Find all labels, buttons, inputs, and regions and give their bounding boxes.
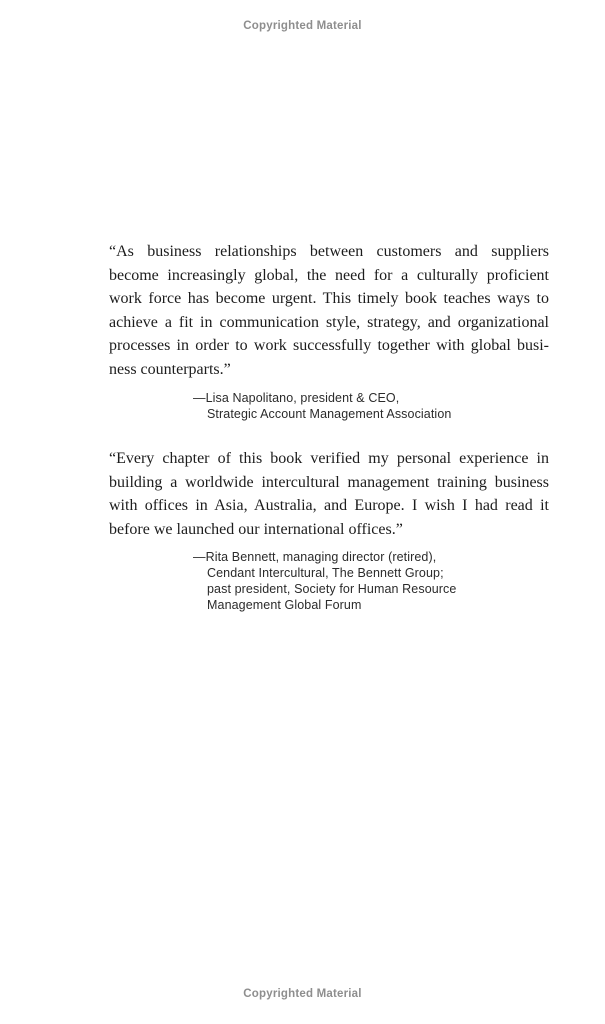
quote-line: building a worldwide intercultural management training business <box>109 473 549 491</box>
quote-line: processes in order to work successfully together with global busi- <box>109 337 549 355</box>
quote-line: ness counterparts.” <box>109 360 231 378</box>
quote-line: work force has become urgent. This timely book teaches ways to <box>109 290 549 308</box>
copyright-notice-top: Copyrighted Material <box>243 20 362 32</box>
endorsement-1-attribution <box>193 390 451 422</box>
attribution-line: Cendant Intercultural, The Bennett Group; <box>207 566 444 580</box>
attribution-line: past president, Society for Human Resource <box>207 582 457 596</box>
attribution-line: Management Global Forum <box>207 598 362 612</box>
endorsement-1-quote <box>109 240 549 382</box>
endorsement-2-quote <box>109 447 549 541</box>
quote-line: with offices in Asia, Australia, and Europe. I wish I had read it <box>109 497 549 515</box>
quote-line: “Every chapter of this book verified my personal experience in <box>109 450 549 467</box>
quote-line: become increasingly global, the need for a culturally proficient <box>109 266 549 284</box>
endorsement-2-attribution <box>193 549 456 613</box>
attribution-line: —Lisa Napolitano, president & CEO, <box>193 391 400 405</box>
quote-line: achieve a fit in communication style, strategy, and organizational <box>109 313 549 331</box>
quote-line: before we launched our international offices.” <box>109 520 403 538</box>
attribution-line: Strategic Account Management Association <box>207 407 452 421</box>
attribution-line: —Rita Bennett, managing director (retired), <box>193 550 437 564</box>
copyright-notice-bottom: Copyrighted Material <box>243 988 362 1000</box>
quote-line: “As business relationships between customers and suppliers <box>109 243 549 260</box>
